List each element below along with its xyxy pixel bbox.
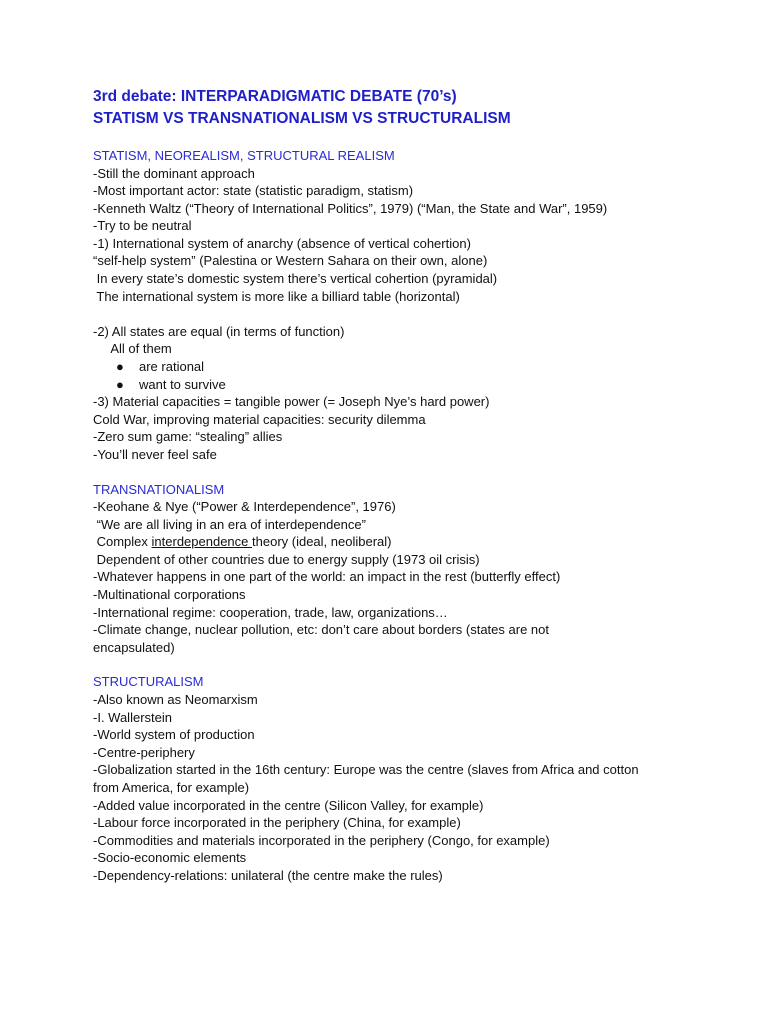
transnationalism-section — [93, 481, 728, 657]
underlined-term: interdependence — [151, 534, 253, 550]
text-line: -Multinational corporations — [93, 587, 246, 603]
text-line: -1) International system of anarchy (absence of vertical cohertion) — [93, 235, 471, 251]
text-line: -3) Material capacities = tangible power (= Joseph Nye’s hard power) — [93, 394, 490, 410]
section-heading-statism: STATISM, NEOREALISM, STRUCTURAL REALISM — [93, 148, 395, 163]
text-line-with-underline — [93, 533, 728, 551]
text-line: -Added value incorporated in the centre (Silicon Valley, for example) — [93, 797, 484, 813]
text-fragment: Complex — [93, 534, 152, 550]
text-line: -Kenneth Waltz (“Theory of International Politics”, 1979) (“Man, the State and War”, 1959) — [93, 200, 608, 216]
text-line: -Dependency-relations: unilateral (the centre make the rules) — [93, 867, 443, 883]
text-line: -Labour force incorporated in the periphery (China, for example) — [93, 815, 461, 831]
text-line: -Also known as Neomarxism — [93, 691, 258, 707]
text-line: -Still the dominant approach — [93, 165, 255, 181]
bullet-icon: ● — [116, 359, 124, 375]
text-line: -Keohane & Nye (“Power & Interdependence”, 1976) — [93, 499, 396, 515]
bullet-icon: ● — [116, 376, 124, 392]
text-line: -I. Wallerstein — [93, 709, 172, 725]
text-line: -Commodities and materials incorporated in the periphery (Congo, for example) — [93, 832, 550, 848]
text-line-wrapped: -Climate change, nuclear pollution, etc: don’t care about borders (states are not encapsulated) — [93, 622, 549, 655]
text-line: In every state’s domestic system there’s vertical cohertion (pyramidal) — [93, 271, 498, 287]
document-title-line-2: STATISM VS TRANSNATIONALISM VS STRUCTURALISM — [93, 110, 511, 127]
text-line: -International regime: cooperation, trade, law, organizations… — [93, 604, 448, 620]
text-line: Cold War, improving material capacities: security dilemma — [93, 411, 426, 427]
bullet-item — [93, 358, 728, 376]
bullet-text: want to survive — [139, 376, 226, 392]
bullet-text: are rational — [139, 359, 205, 375]
bullet-item — [93, 376, 728, 394]
statism-section — [93, 147, 728, 464]
section-heading-structuralism: STRUCTURALISM — [93, 674, 204, 690]
text-line-wrapped: -Globalization started in the 16th century: Europe was the centre (slaves from Africa and cotton from America, for example) — [93, 762, 639, 795]
text-line: -World system of production — [93, 727, 255, 743]
text-line: -You’ll never feel safe — [93, 447, 217, 462]
text-line: “self-help system” (Palestina or Western Sahara on their own, alone) — [93, 253, 488, 269]
text-line: The international system is more like a billiard table (horizontal) — [93, 288, 460, 304]
text-line: All of them — [93, 341, 172, 357]
document-title-line-1: 3rd debate: INTERPARADIGMATIC DEBATE (70’s) — [93, 88, 457, 105]
text-line: -Most important actor: state (statistic paradigm, statism) — [93, 183, 414, 199]
text-line: -Socio-economic elements — [93, 850, 247, 866]
text-line: -Whatever happens in one part of the world: an impact in the rest (butterfly effect) — [93, 569, 561, 585]
text-line: -2) All states are equal (in terms of function) — [93, 323, 345, 339]
text-line: “We are all living in an era of interdependence” — [93, 516, 366, 532]
bullet-list — [93, 358, 728, 393]
section-heading-transnationalism: TRANSNATIONALISM — [93, 481, 225, 497]
text-line: -Centre-periphery — [93, 744, 195, 760]
text-line: Dependent of other countries due to energy supply (1973 oil crisis) — [93, 551, 480, 567]
text-line: -Zero sum game: “stealing” allies — [93, 429, 283, 445]
structuralism-section — [93, 673, 728, 884]
text-fragment: theory (ideal, neoliberal) — [252, 534, 392, 550]
text-line: -Try to be neutral — [93, 218, 192, 234]
